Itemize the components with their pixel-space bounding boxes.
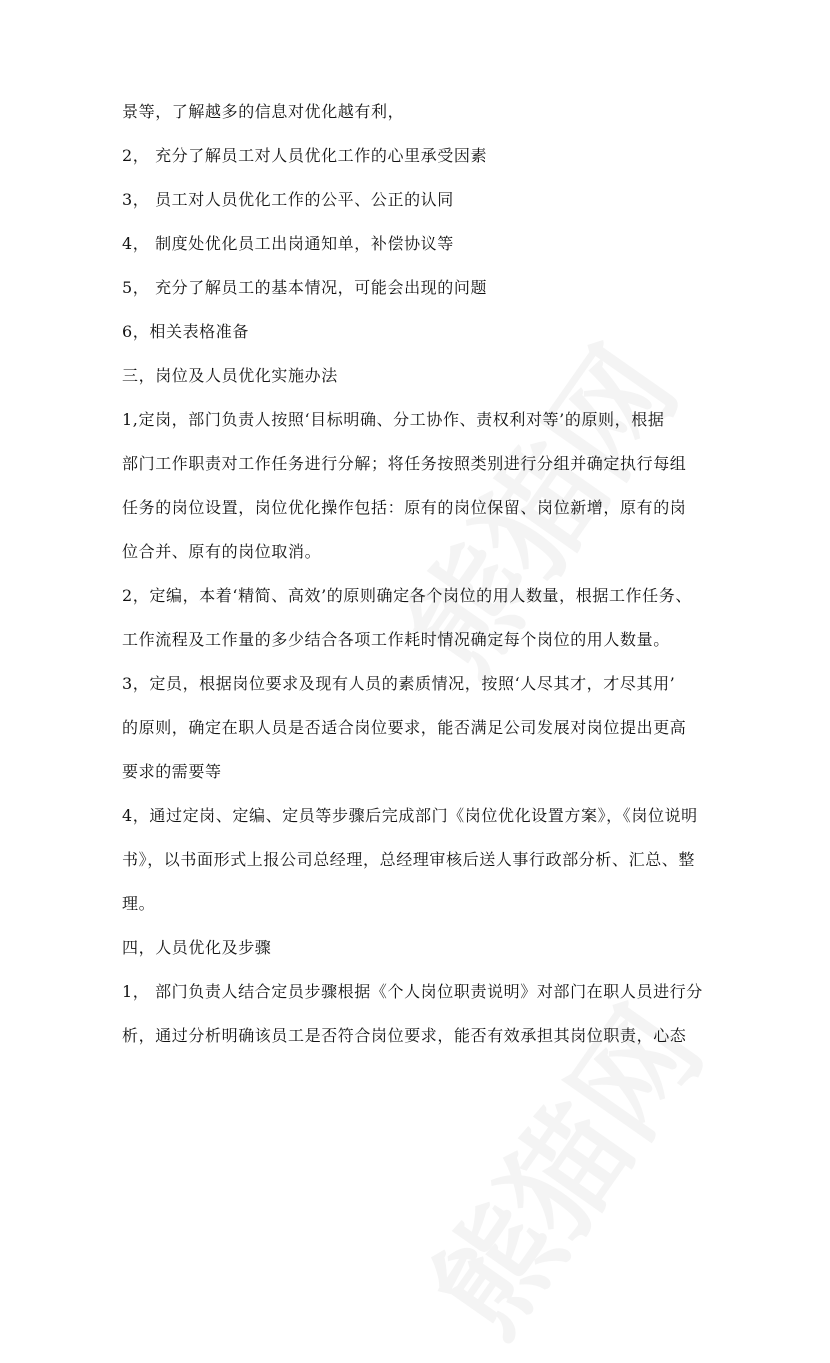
text-line-8: 1,定岗，部门负责人按照‘目标明确、分工协作、责权利对等’的原则，根据 [122, 410, 665, 429]
text-line-2: 2， 充分了解员工对人员优化工作的心里承受因素 [122, 146, 488, 165]
text-line-21: 1， 部门负责人结合定员步骤根据《个人岗位职责说明》对部门在职人员进行分 [122, 982, 703, 1001]
text-line-17: 4，通过定岗、定编、定员等步骤后完成部门《岗位优化设置方案》，《岗位说明 [122, 806, 698, 825]
text-line-19: 理。 [122, 894, 156, 913]
text-line-5: 5， 充分了解员工的基本情况，可能会出现的问题 [122, 278, 488, 297]
section-heading-3: 三，岗位及人员优化实施办法 [122, 366, 338, 385]
text-line-13: 工作流程及工作量的多少结合各项工作耗时情况确定每个岗位的用人数量。 [122, 630, 670, 649]
text-line-11: 位合并、原有的岗位取消。 [122, 542, 322, 561]
text-line-16: 要求的需要等 [122, 762, 222, 781]
text-line-14: 3，定员，根据岗位要求及现有人员的素质情况，按照‘人尽其才，才尽其用’ [122, 674, 676, 693]
text-line-3: 3， 员工对人员优化工作的公平、公正的认同 [122, 190, 454, 209]
section-heading-4: 四，人员优化及步骤 [122, 938, 272, 957]
text-line-10: 任务的岗位设置，岗位优化操作包括：原有的岗位保留、岗位新增，原有的岗 [122, 498, 687, 517]
text-line-9: 部门工作职责对工作任务进行分解；将任务按照类别进行分组并确定执行每组 [122, 454, 687, 473]
text-line-4: 4， 制度处优化员工出岗通知单，补偿协议等 [122, 234, 454, 253]
text-line-15: 的原则，确定在职人员是否适合岗位要求，能否满足公司发展对岗位提出更高 [122, 718, 687, 737]
text-line-1: 景等，了解越多的信息对优化越有利， [122, 102, 405, 121]
text-line-18: 书》，以书面形式上报公司总经理，总经理审核后送人事行政部分析、汇总、整 [122, 850, 696, 869]
text-line-6: 6，相关表格准备 [122, 322, 249, 341]
text-line-22: 析，通过分析明确该员工是否符合岗位要求，能否有效承担其岗位职责，心态 [122, 1026, 687, 1045]
text-line-12: 2，定编，本着‘精简、高效’的原则确定各个岗位的用人数量，根据工作任务、 [122, 586, 692, 605]
